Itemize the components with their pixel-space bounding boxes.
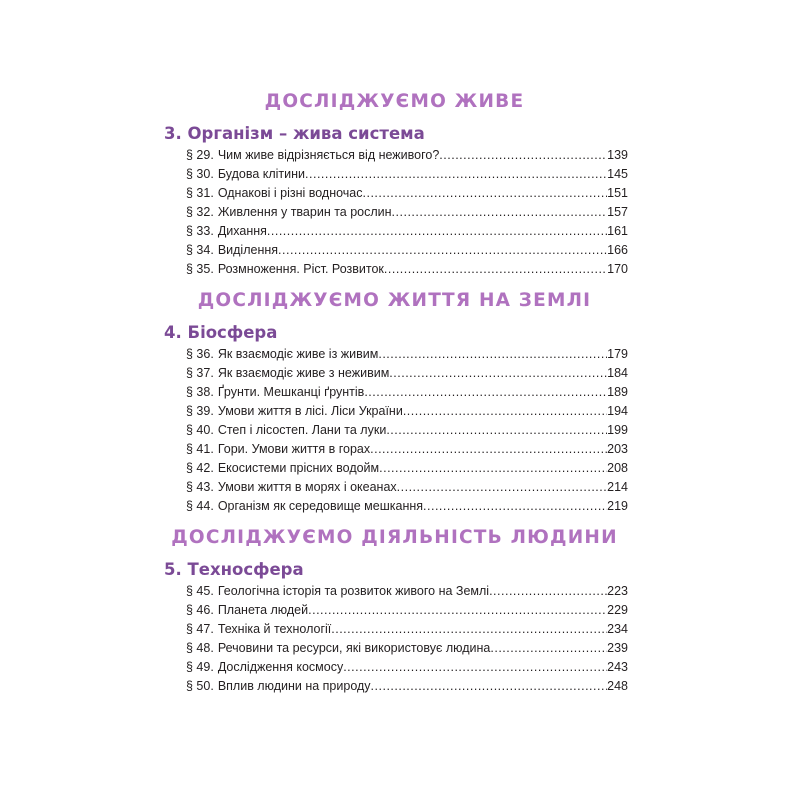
entry-page: 194 — [607, 404, 628, 418]
entry-number: § 47. — [186, 622, 214, 636]
entry-number: § 40. — [186, 423, 214, 437]
entry-number: § 49. — [186, 660, 214, 674]
toc-entry[interactable] — [186, 620, 628, 639]
entry-title: Живлення у тварин та рослин — [217, 205, 392, 219]
toc-entry[interactable] — [186, 184, 628, 203]
entry-title: Екосистеми прісних водойм — [217, 461, 380, 475]
dot-leader — [392, 203, 608, 222]
entry-page: 203 — [607, 442, 628, 456]
entry-title: Речовини та ресурси, які використовує людина — [217, 641, 491, 655]
entry-page: 189 — [607, 385, 628, 399]
entry-title: Умови життя в морях і океанах — [217, 480, 397, 494]
entry-page: 170 — [607, 262, 628, 276]
toc-entry[interactable] — [186, 421, 628, 440]
entry-number: § 42. — [186, 461, 214, 475]
entry-number: § 36. — [186, 347, 214, 361]
toc-entry[interactable] — [186, 146, 628, 165]
dot-leader — [397, 478, 607, 497]
chapter-title: 5. Техносфера — [164, 560, 304, 579]
entry-page: 223 — [607, 584, 628, 598]
entry-page: 248 — [607, 679, 628, 693]
chapter-title: 4. Біосфера — [164, 323, 278, 342]
toc-entry[interactable] — [186, 677, 628, 696]
dot-leader — [371, 677, 608, 696]
entry-page: 199 — [607, 423, 628, 437]
toc-entry[interactable] — [186, 478, 628, 497]
toc-entry[interactable] — [186, 440, 628, 459]
chapter-entries — [161, 582, 628, 696]
dot-leader — [331, 620, 607, 639]
entry-title: Дослідження космосу — [217, 660, 344, 674]
dot-leader — [490, 639, 607, 658]
part-title: ДОСЛІДЖУЄМО ЖИВЕ — [264, 91, 525, 112]
entry-title: Однакові і різні водночас — [217, 186, 363, 200]
entry-number: § 46. — [186, 603, 214, 617]
entry-number: § 45. — [186, 584, 214, 598]
entry-number: § 39. — [186, 404, 214, 418]
dot-leader — [305, 165, 607, 184]
toc-entry[interactable] — [186, 601, 628, 620]
dot-leader — [489, 582, 607, 601]
entry-title: Планета людей — [217, 603, 309, 617]
entry-number: § 41. — [186, 442, 214, 456]
chapter-entries — [161, 146, 628, 279]
dot-leader — [389, 364, 607, 383]
toc-entry[interactable] — [186, 383, 628, 402]
entry-page: 219 — [607, 499, 628, 513]
table-of-contents — [161, 88, 628, 696]
entry-title: Як взаємодіє живе з неживим — [217, 366, 390, 380]
entry-title: Виділення — [217, 243, 279, 257]
entry-number: § 30. — [186, 167, 214, 181]
toc-entry[interactable] — [186, 497, 628, 516]
dot-leader — [403, 402, 607, 421]
part-title: ДОСЛІДЖУЄМО ЖИТТЯ НА ЗЕМЛІ — [197, 290, 592, 311]
entry-number: § 38. — [186, 385, 214, 399]
part-title: ДОСЛІДЖУЄМО ДІЯЛЬНІСТЬ ЛЮДИНИ — [171, 527, 618, 548]
chapter-entries — [161, 345, 628, 516]
entry-page: 145 — [607, 167, 628, 181]
dot-leader — [378, 345, 607, 364]
entry-page: 139 — [607, 148, 628, 162]
toc-entry[interactable] — [186, 459, 628, 478]
entry-number: § 37. — [186, 366, 214, 380]
entry-title: Умови життя в лісі. Ліси України — [217, 404, 403, 418]
entry-number: § 32. — [186, 205, 214, 219]
entry-page: 239 — [607, 641, 628, 655]
chapter-title: 3. Організм – жива система — [164, 124, 425, 143]
entry-title: Чим живе відрізняється від неживого? — [217, 148, 440, 162]
toc-entry[interactable] — [186, 658, 628, 677]
dot-leader — [364, 383, 607, 402]
dot-leader — [386, 421, 607, 440]
dot-leader — [343, 658, 607, 677]
entry-page: 214 — [607, 480, 628, 494]
entry-title: Ґрунти. Мешканці ґрунтів — [217, 385, 365, 399]
toc-entry[interactable] — [186, 582, 628, 601]
dot-leader — [278, 241, 607, 260]
toc-entry[interactable] — [186, 364, 628, 383]
entry-title: Техніка й технології — [217, 622, 332, 636]
entry-number: § 33. — [186, 224, 214, 238]
entry-page: 208 — [607, 461, 628, 475]
toc-entry[interactable] — [186, 345, 628, 364]
dot-leader — [308, 601, 607, 620]
entry-title: Дихання — [217, 224, 267, 238]
entry-page: 179 — [607, 347, 628, 361]
toc-entry[interactable] — [186, 639, 628, 658]
entry-number: § 50. — [186, 679, 214, 693]
entry-number: § 34. — [186, 243, 214, 257]
toc-entry[interactable] — [186, 203, 628, 222]
entry-title: Степ і лісостеп. Лани та луки — [217, 423, 387, 437]
entry-page: 184 — [607, 366, 628, 380]
entry-title: Гори. Умови життя в горах — [217, 442, 371, 456]
dot-leader — [363, 184, 608, 203]
entry-number: § 29. — [186, 148, 214, 162]
toc-entry[interactable] — [186, 402, 628, 421]
dot-leader — [384, 260, 607, 279]
toc-entry[interactable] — [186, 260, 628, 279]
dot-leader — [439, 146, 607, 165]
entry-page: 157 — [607, 205, 628, 219]
entry-page: 243 — [607, 660, 628, 674]
toc-entry[interactable] — [186, 241, 628, 260]
entry-number: § 31. — [186, 186, 214, 200]
entry-number: § 43. — [186, 480, 214, 494]
entry-page: 161 — [607, 224, 628, 238]
entry-title: Розмноження. Ріст. Розвиток — [217, 262, 384, 276]
entry-number: § 48. — [186, 641, 214, 655]
entry-page: 166 — [607, 243, 628, 257]
toc-entry[interactable] — [186, 222, 628, 241]
entry-title: Вплив людини на природу — [217, 679, 371, 693]
dot-leader — [379, 459, 607, 478]
entry-page: 151 — [607, 186, 628, 200]
entry-title: Організм як середовище мешкання — [217, 499, 424, 513]
entry-title: Як взаємодіє живе із живим — [217, 347, 379, 361]
toc-entry[interactable] — [186, 165, 628, 184]
dot-leader — [267, 222, 607, 241]
entry-page: 234 — [607, 622, 628, 636]
entry-title: Геологічна історія та розвиток живого на Землі — [217, 584, 490, 598]
entry-number: § 44. — [186, 499, 214, 513]
dot-leader — [423, 497, 607, 516]
dot-leader — [370, 440, 607, 459]
entry-number: § 35. — [186, 262, 214, 276]
entry-page: 229 — [607, 603, 628, 617]
entry-title: Будова клітини — [217, 167, 306, 181]
